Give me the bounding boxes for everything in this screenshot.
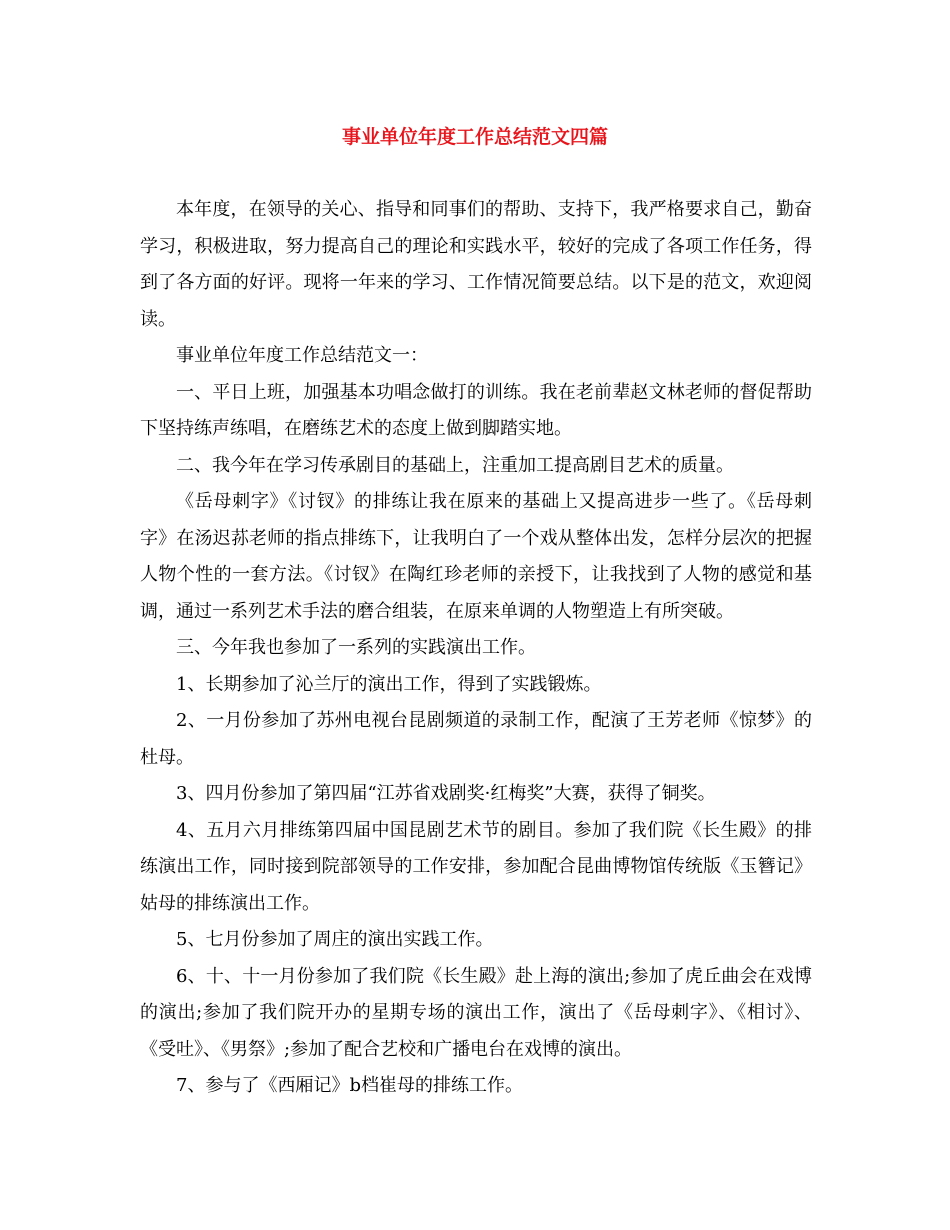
list-item-3: 3、四月份参加了第四届“江苏省戏剧奖·红梅奖”大赛，获得了铜奖。 — [176, 783, 716, 804]
document-title: 事业单位年度工作总结范文四篇 — [341, 126, 608, 148]
document-body — [140, 192, 812, 1105]
paragraph-point-three: 三、今年我也参加了一系列的实践演出工作。 — [176, 637, 536, 658]
intro-paragraph: 本年度，在领导的关心、指导和同事们的帮助、支持下，我严格要求自己，勤奋学习，积极进取，努力提高自己的理论和实践水平，较好的完成了各项工作任务，得到了各方面的好评。现将一年来的学习、工作情况简要总结。以下是的范文，欢迎阅读。 — [140, 199, 812, 330]
paragraph-point-two: 二、我今年在学习传承剧目的基础上，注重加工提高剧目艺术的质量。 — [176, 454, 734, 476]
list-item-2: 2、一月份参加了苏州电视台昆剧频道的录制工作，配演了王芳老师《惊梦》的杜母。 — [140, 710, 812, 768]
paragraph-point-one: 一、平日上班，加强基本功唱念做打的训练。我在老前辈赵文林老师的督促帮助下坚持练声练唱，在磨练艺术的态度上做到脚踏实地。 — [140, 381, 812, 439]
paragraph-repertoire: 《岳母刺字》《讨钗》的排练让我在原来的基础上又提高进步一些了。《岳母刺字》在汤迟荪老师的指点排练下，让我明白了一个戏从整体出发，怎样分层次的把握人物个性的一套方法。《讨钗》在陶红珍老师的亲授下，让我找到了人物的感觉和基调，通过一系列艺术手法的磨合组装，在原来单调的人物塑造上有所突破。 — [140, 491, 812, 622]
list-item-1: 1、长期参加了沁兰厅的演出工作，得到了实践锻炼。 — [176, 673, 602, 695]
list-item-4: 4、五月六月排练第四届中国昆剧艺术节的剧目。参加了我们院《长生殿》的排练演出工作，同时接到院部领导的工作安排，参加配合昆曲博物馆传统版《玉簪记》姑母的排练演出工作。 — [140, 819, 812, 914]
list-item-6: 6、十、十一月份参加了我们院《长生殿》赴上海的演出;参加了虎丘曲会在戏博的演出;参加了我们院开办的星期专场的演出工作，演出了《岳母刺字》、《相讨》、《受吐》、《男祭》;参加了配合艺校和广播电台在戏博的演出。 — [140, 965, 812, 1060]
list-item-7: 7、参与了《西厢记》b档崔母的排练工作。 — [176, 1075, 523, 1096]
section-heading-sample-one: 事业单位年度工作总结范文一： — [176, 345, 428, 366]
list-item-5: 5、七月份参加了周庄的演出实践工作。 — [176, 929, 494, 950]
